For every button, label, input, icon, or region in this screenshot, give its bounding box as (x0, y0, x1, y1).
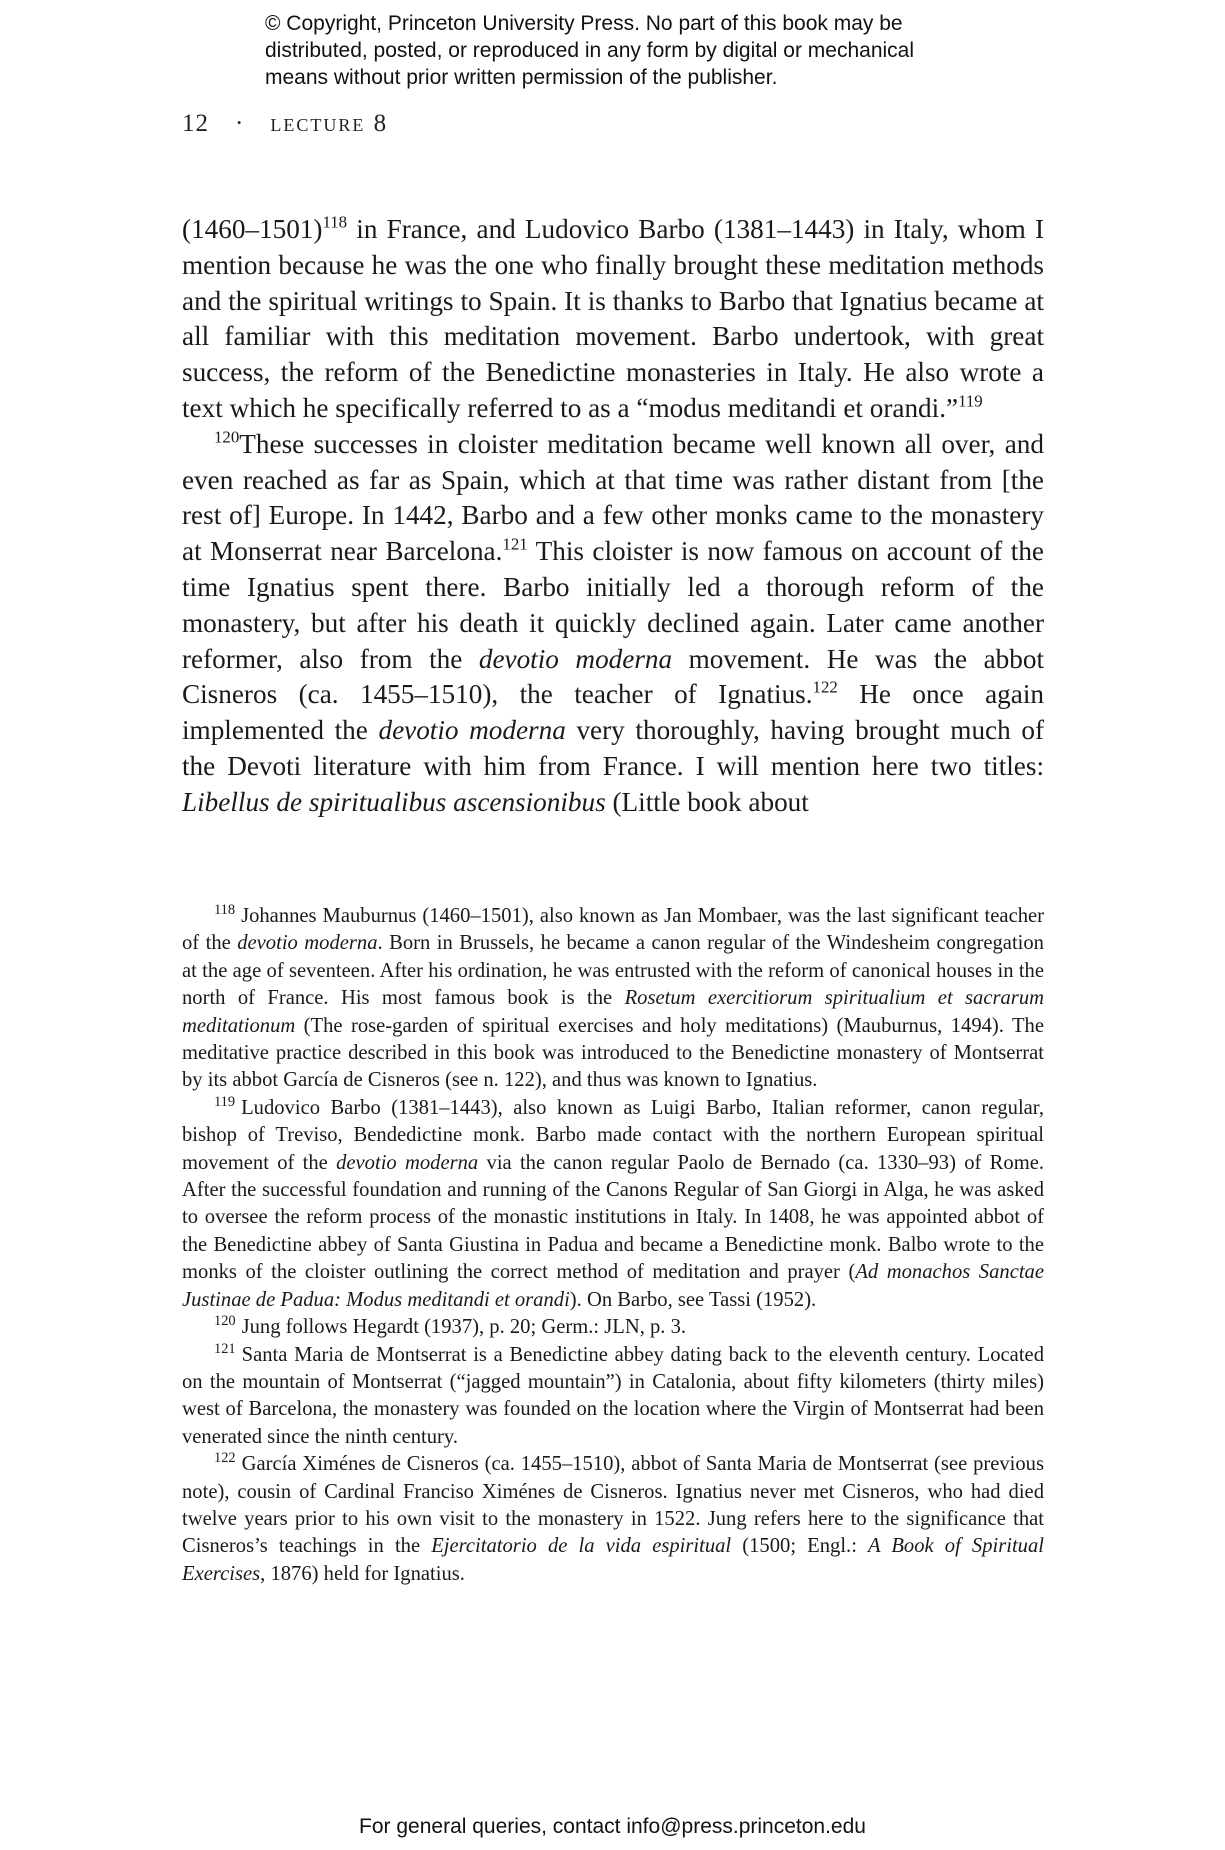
italic-title: Libellus de spiritualibus ascensionibus (182, 786, 606, 817)
text-run: Ludovico Barbo (1381–1443), also known as Luigi Barbo, Italian reformer, canon regular, bishop of Treviso, Bendedictine monk. Barbo made contact with the northern European spiritual movement of the (182, 1096, 1044, 1174)
text-run: García Ximénes de Cisneros (ca. 1455–1510), abbot of Santa Maria de Montserrat (see previous note), cousin of Cardinal Franciso Ximénes de Cisneros. Ignatius never met Cisneros, who had died twelve years prior to his own visit to the monastery in 1522. Jung refers here to the significance that Cisneros’s teachings in the (182, 1453, 1044, 1558)
footnote-118 (182, 903, 1044, 1095)
text-run: Johannes Mauburnus (1460–1501), also known as Jan Mombaer, was the last significant teacher of the (182, 905, 1044, 955)
italic-title: Ejercitatorio de la vida espiritual (431, 1535, 732, 1558)
text-run: very thoroughly, having brought much of the Devoti literature with him from France. I will mention here two titles: (182, 715, 1045, 781)
italic-term: devotio moderna (336, 1151, 479, 1174)
italic-title: A Book of Spiritual Exercises (182, 1535, 1044, 1585)
footnote-number: 119 (214, 1093, 236, 1110)
italic-term: devotio moderna (237, 932, 378, 955)
footnotes (182, 903, 1044, 1588)
chapter-title: lecture 8 (270, 110, 389, 137)
footnote-ref[interactable]: 122 (812, 677, 838, 697)
italic-term: devotio moderna (478, 643, 673, 674)
text-run: . Born in Brussels, he became a canon regular of the Windesheim congregation at the age of seventeen. After his ordination, he was entrusted with the reform of canonical houses in the north of France. His most famous book is the (182, 932, 1044, 1010)
italic-title: Rosetum exercitiorum spiritualium et sacrarum meditationum (182, 987, 1044, 1037)
footnote-120 (182, 1314, 1044, 1341)
footnote-ref[interactable]: 118 (322, 212, 348, 232)
copyright-line: means without prior written permission of the publisher. (265, 66, 778, 89)
footnote-ref[interactable]: 120 (214, 427, 240, 447)
main-text (182, 212, 1044, 821)
footnote-121 (182, 1342, 1044, 1452)
footnote-number: 122 (214, 1450, 236, 1467)
text-run: in France, and Ludovico Barbo (1381–1443) in Italy, whom I mention because he was the one who finally brought these meditation methods and the spiritual writings to Spain. It is thanks to Barbo that Ignatius became at all familiar with this meditation movement. Barbo undertook, with great success, the reform of the Benedictine monasteries in Italy. He also wrote a text which he specifically referred to as a “modus meditandi et orandi.” (182, 214, 1044, 423)
copyright-notice (265, 10, 1025, 91)
footnote-ref[interactable]: 119 (958, 391, 983, 411)
footnote-122 (182, 1451, 1044, 1588)
text-run: (1460–1501) (182, 214, 323, 244)
footnote-number: 121 (214, 1340, 236, 1357)
footnote-119 (182, 1095, 1044, 1314)
text-run: , 1876) held for Ignatius. (260, 1562, 465, 1585)
running-head-separator: · (235, 110, 245, 137)
running-head (182, 110, 388, 138)
text-run: ). On Barbo, see Tassi (1952). (569, 1288, 817, 1311)
text-run: (1500; Engl.: (731, 1535, 869, 1558)
text-run: movement. He was the abbot Cisneros (ca. 1455–1510), the teacher of Ignatius. (182, 643, 1044, 710)
contact-footer: For general queries, contact info@press.princeton.edu (359, 1815, 866, 1838)
copyright-line: © Copyright, Princeton University Press. No part of this book may be (265, 12, 903, 35)
copyright-line: distributed, posted, or reproduced in any form by digital or mechanical (265, 39, 915, 62)
italic-term: devotio moderna (378, 715, 566, 746)
footnote-number: 120 (214, 1313, 236, 1330)
text-run: Jung follows Hegardt (1937), p. 20; Germ.: JLN, p. 3. (241, 1316, 687, 1339)
text-run: This cloister is now famous on account of the time Ignatius spent there. Barbo initially led a thorough reform of the monastery, but after his death it quickly declined again. Later came another reformer, also from the (182, 536, 1044, 674)
footnote-number: 118 (214, 902, 236, 919)
text-run: These successes in cloister meditation became well known all over, and even reached as far as Spain, which at that time was rather distant from [the rest of] Europe. In 1442, Barbo and a few other monks came to the monastery at Monserrat near Barcelona. (182, 428, 1044, 567)
text-run: via the canon regular Paolo de Bernado (ca. 1330–93) of Rome. After the successful foundation and running of the Canons Regular of San Giorgi in Alga, he was asked to oversee the reform process of the monastic institutions in Italy. In 1408, he was appointed abbot of the Benedictine abbey of Santa Giustina in Padua and became a Benedictine monk. Balbo wrote to the monks of the cloister outlining the correct method of meditation and prayer ( (182, 1151, 1044, 1284)
paragraph (182, 427, 1044, 821)
text-run: (The rose-garden of spiritual exercises and holy meditations) (Mauburnus, 1494). The meditative practice described in this book was introduced to the Benedictine monastery of Montserrat by its abbot García de Cisneros (see n. 122), and thus was known to Ignatius. (182, 1014, 1044, 1092)
footnote-ref[interactable]: 121 (502, 534, 528, 554)
text-run: He once again implemented the (182, 679, 1044, 746)
text-run: Santa Maria de Montserrat is a Benedictine abbey dating back to the eleventh century. Located on the mountain of Montserrat (“jagged mountain”) in Catalonia, about fifty kilometers (thirty miles) west of Barcelona, the monastery was founded on the location where the Virgin of Montserrat had been venerated since the ninth century. (182, 1343, 1044, 1448)
paragraph (182, 212, 1044, 427)
italic-title: Ad monachos Sanctae Justinae de Padua: Modus meditandi et orandi (182, 1261, 1044, 1311)
text-run: (Little book about (605, 786, 809, 817)
page-number: 12 (182, 110, 209, 137)
